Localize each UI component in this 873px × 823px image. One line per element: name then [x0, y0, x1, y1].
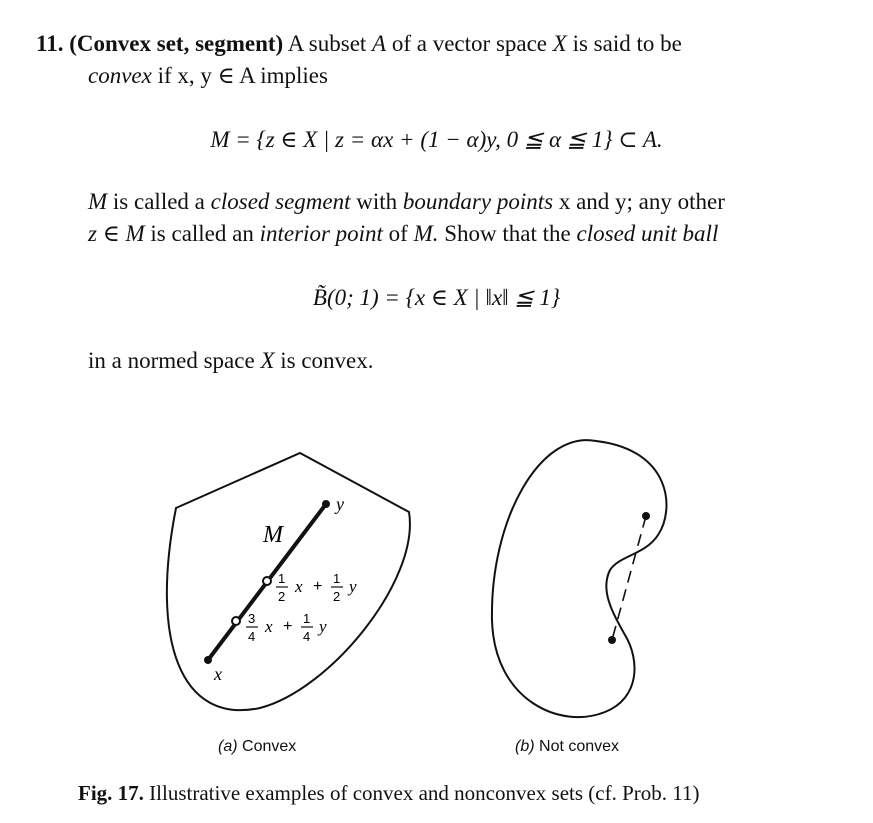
var-X: X — [552, 31, 567, 56]
endpoint-bottom — [608, 636, 616, 644]
frac-half-num: 1 — [278, 571, 286, 586]
frac-three-quarter-num: 3 — [248, 611, 256, 626]
term-closed-segment: closed segment — [210, 189, 351, 214]
var-X: X — [260, 348, 275, 373]
caption-b — [515, 737, 619, 757]
text-segment: x and y; any other — [553, 189, 725, 214]
caption-b-letter: (b) — [515, 738, 535, 755]
text-segment: in a normed space — [88, 348, 261, 373]
term-interior-point: interior point — [259, 221, 383, 246]
caption-a-text: Convex — [242, 738, 297, 755]
label-M: M — [263, 522, 283, 548]
figure-number: Fig. 17. — [78, 781, 144, 805]
frac-half-den: 2 — [278, 589, 286, 604]
text-segment: is convex. — [274, 348, 374, 373]
frac-quarter-den: 4 — [303, 629, 311, 644]
point-three-quarter — [232, 617, 240, 625]
label-x: x — [214, 664, 222, 684]
term-boundary-points: boundary points — [402, 189, 554, 214]
equation-unit-ball: B̃(0; 1) = {x ∈ X | ‖x‖ ≦ 1} — [312, 285, 561, 310]
text-segment: with — [350, 189, 403, 214]
text-segment: Show that the — [438, 221, 577, 246]
var-x-coef: x — [295, 577, 303, 596]
caption-a — [218, 737, 296, 757]
caption-b-text: Not convex — [539, 738, 620, 755]
label-y: y — [336, 494, 344, 514]
text-segment: is called an — [144, 221, 260, 246]
text-segment: of — [382, 221, 414, 246]
var-M: M — [88, 189, 108, 214]
text-segment: A subset — [283, 31, 373, 56]
point-y — [322, 500, 330, 508]
frac-quarter-num: 1 — [303, 611, 311, 626]
point-x — [204, 656, 212, 664]
term-closed-unit-ball: closed unit ball — [576, 221, 719, 246]
problem-number: 11. — [36, 31, 64, 56]
var-y-coef: y — [319, 617, 327, 636]
text-segment: of a vector space — [386, 31, 553, 56]
equation-segment: M = {z ∈ X | z = αx + (1 − α)y, 0 ≦ α ≦ 1} ⊂ A. — [210, 127, 663, 152]
endpoint-top — [642, 512, 650, 520]
frac-three-quarter-den: 4 — [248, 629, 256, 644]
var-x-coef: x — [265, 617, 273, 636]
frac-half-num: 1 — [333, 571, 341, 586]
nonconvex-set-boundary — [492, 440, 667, 717]
frac-half-den: 2 — [333, 589, 341, 604]
var-M: M. — [413, 221, 439, 246]
var-y-coef: y — [349, 577, 357, 596]
problem-title: (Convex set, segment) — [69, 31, 284, 56]
plus-sign: + — [283, 618, 293, 635]
caption-a-letter: (a) — [218, 738, 238, 755]
point-half — [263, 577, 271, 585]
text-segment: if x, y ∈ A implies — [151, 63, 328, 88]
var-A: A — [372, 31, 387, 56]
text-segment: is said to be — [566, 31, 682, 56]
term-convex: convex — [88, 63, 152, 88]
expr-z-in-M: z ∈ M — [88, 221, 145, 246]
figure-caption — [78, 780, 700, 806]
convex-set-boundary — [167, 453, 410, 710]
plus-sign: + — [313, 578, 323, 595]
figure-caption-text: Illustrative examples of convex and nonconvex sets (cf. Prob. 11) — [149, 781, 700, 805]
text-segment: is called a — [107, 189, 211, 214]
